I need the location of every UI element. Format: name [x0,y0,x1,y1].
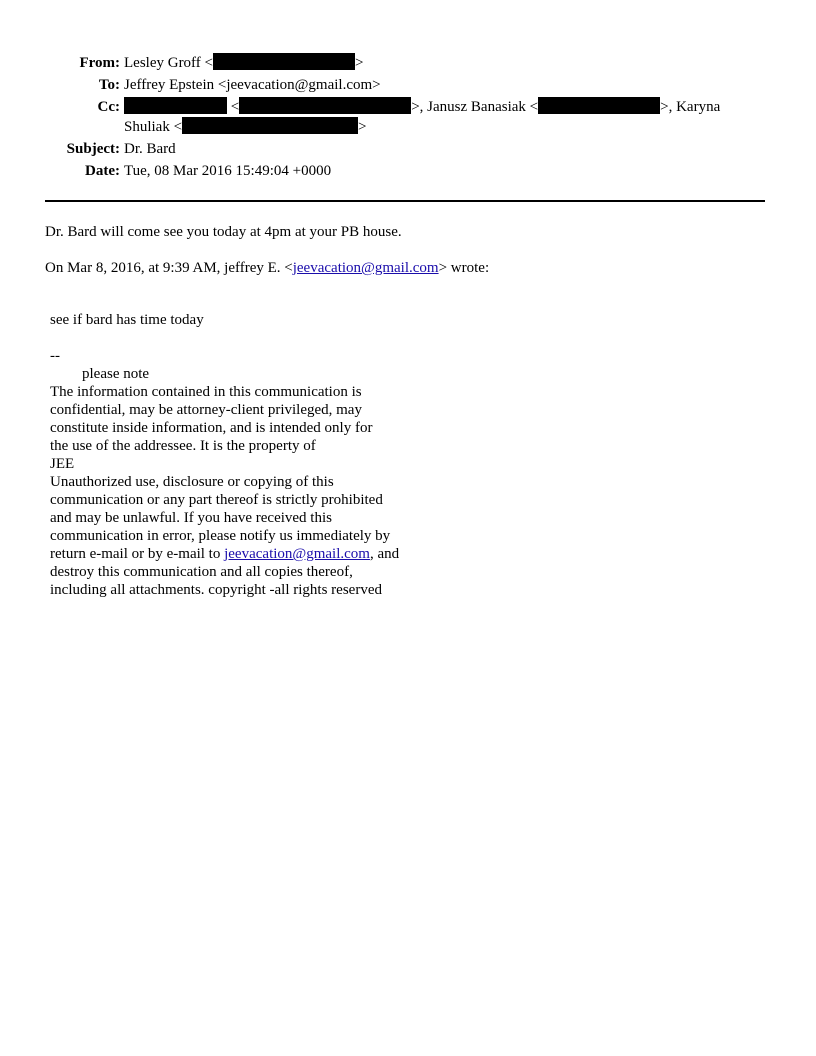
redaction-block [124,97,227,114]
attribution-email-link[interactable]: jeevacation@gmail.com [292,260,439,276]
from-value [124,53,760,73]
cc-part3: >, Karyna [660,99,721,115]
date-label: Date: [85,163,120,179]
cc-row [40,97,760,137]
notify-suffix: , and [369,546,400,562]
disclaimer-line: JEE [50,456,75,472]
quoted-text: see if bard has time today [50,312,204,328]
redaction-block [213,53,355,70]
cc-part4: Shuliak < [124,119,183,135]
attribution-suffix: > wrote: [438,260,490,276]
from-label: From: [79,55,120,71]
disclaimer-line: Unauthorized use, disclosure or copying of this [50,474,334,490]
redaction-block [538,97,660,114]
subject-label: Subject: [66,141,120,157]
disclaimer-line: The information contained in this communication is [50,384,362,400]
to-row [40,75,760,95]
cc-value [124,97,760,137]
disclaimer-line: and may be unlawful. If you have received this [50,510,332,526]
please-note: please note [82,366,150,382]
cc-close: > [358,119,367,135]
cc-open: < [227,99,240,115]
from-suffix: > [355,55,364,71]
quoted-message [50,311,399,599]
cc-label: Cc: [97,99,120,115]
from-name: Lesley Groff < [124,55,213,71]
subject-row [40,139,760,159]
subject-value: Dr. Bard [124,141,176,157]
reply-text: Dr. Bard will come see you today at 4pm at your PB house. [45,224,402,240]
header-divider [45,200,765,202]
signature-dash: -- [50,348,60,364]
to-label: To: [98,77,120,93]
quote-attribution [45,258,489,278]
from-row [40,53,760,73]
disclaimer-line: constitute inside information, and is intended only for [50,420,373,436]
redaction-block [239,97,411,114]
to-value: Jeffrey Epstein <jeevacation@gmail.com> [124,77,381,93]
date-value: Tue, 08 Mar 2016 15:49:04 +0000 [124,163,332,179]
disclaimer-line: the use of the addressee. It is the property of [50,438,316,454]
date-row [40,161,760,181]
disclaimer-line: confidential, may be attorney-client privileged, may [50,402,362,418]
redaction-block [182,117,358,134]
disclaimer-line: destroy this communication and all copies thereof, [50,564,353,580]
disclaimer-line: including all attachments. copyright -all rights reserved [50,582,382,598]
disclaimer-line [50,545,399,563]
attribution-prefix: On Mar 8, 2016, at 9:39 AM, jeffrey E. < [45,260,293,276]
disclaimer-line: communication in error, please notify us immediately by [50,528,391,544]
disclaimer-line: communication or any part thereof is strictly prohibited [50,492,383,508]
notify-prefix: return e-mail or by e-mail to [50,546,225,562]
notify-email-link[interactable]: jeevacation@gmail.com [224,546,370,562]
email-header [40,53,760,183]
cc-part2: >, Janusz Banasiak < [411,99,539,115]
